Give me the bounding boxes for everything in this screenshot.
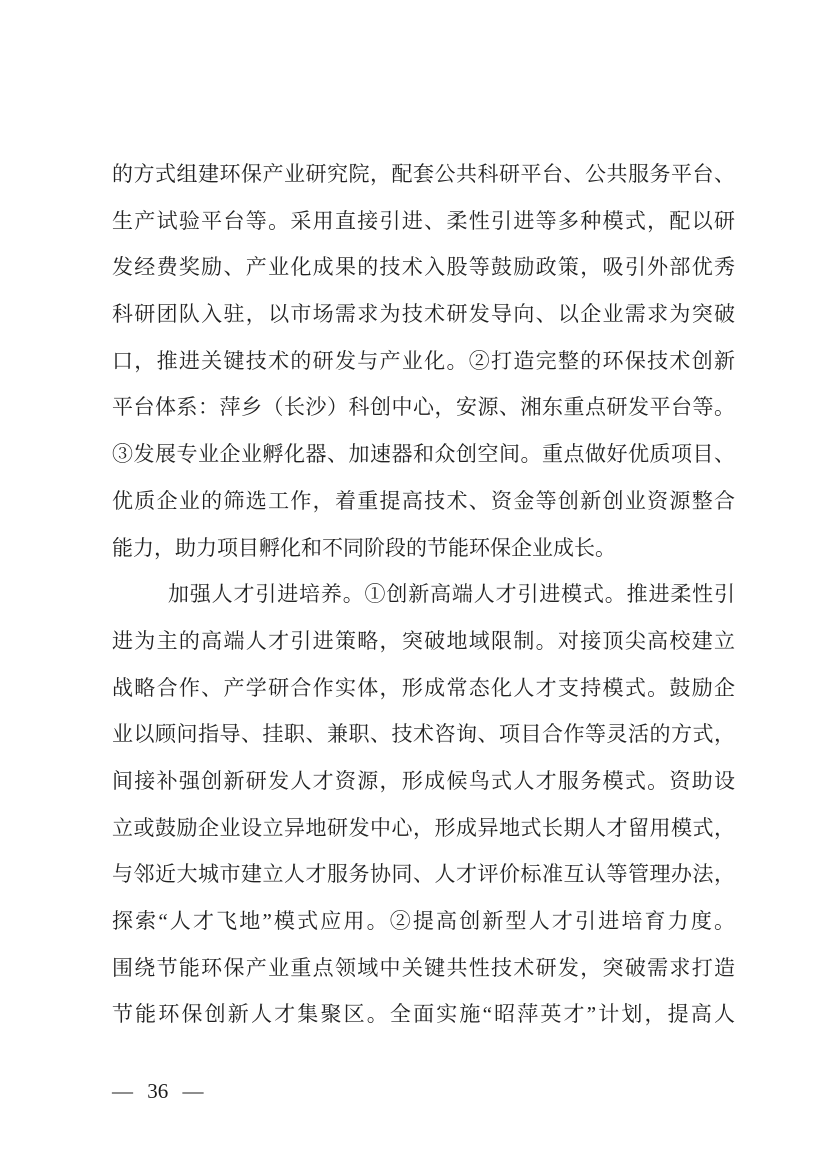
text-line: 加强人才引进培养。①创新高端人才引进模式。推进柔性引 — [168, 582, 735, 607]
text-line: 进为主的高端人才引进策略，突破地域限制。对接顶尖高校建立 — [112, 628, 735, 653]
text-line: 口，推进关键技术的研发与产业化。②打造完整的环保技术创新 — [112, 348, 735, 373]
text-line: 的方式组建环保产业研究院，配套公共科研平台、公共服务平台、 — [112, 162, 735, 186]
text-line: ③发展专业企业孵化器、加速器和众创空间。重点做好优质项目、 — [112, 442, 735, 467]
text-line: 间接补强创新研发人才资源，形成候鸟式人才服务模式。资助设 — [112, 768, 735, 793]
text-line: 战略合作、产学研合作实体，形成常态化人才支持模式。鼓励企 — [112, 675, 735, 700]
page-footer — [112, 1076, 204, 1106]
text-line: 发经费奖励、产业化成果的技术入股等鼓励政策，吸引外部优秀 — [112, 255, 735, 280]
page-number: — 36 — — [112, 1079, 204, 1103]
text-line: 探索“人才飞地”模式应用。②提高创新型人才引进培育力度。 — [112, 909, 735, 933]
text-line: 围绕节能环保产业重点领域中关键共性技术研发，突破需求打造 — [112, 955, 735, 980]
text-line: 科研团队入驻，以市场需求为技术研发导向、以企业需求为突破 — [112, 302, 735, 327]
text-line: 能力，助力项目孵化和不同阶段的节能环保企业成长。 — [112, 535, 616, 560]
text-line: 优质企业的筛选工作，着重提高技术、资金等创新创业资源整合 — [112, 488, 735, 513]
text-line: 立或鼓励企业设立异地研发中心，形成异地式长期人才留用模式， — [112, 815, 735, 840]
document-body — [112, 151, 735, 1038]
text-line: 平台体系：萍乡（长沙）科创中心，安源、湘东重点研发平台等。 — [112, 395, 735, 420]
text-line: 生产试验平台等。采用直接引进、柔性引进等多种模式，配以研 — [112, 208, 735, 233]
text-line: 业以顾问指导、挂职、兼职、技术咨询、项目合作等灵活的方式， — [112, 722, 735, 747]
text-line: 与邻近大城市建立人才服务协同、人才评价标准互认等管理办法， — [112, 862, 735, 887]
text-line: 节能环保创新人才集聚区。全面实施“昭萍英才”计划，提高人 — [112, 1002, 735, 1027]
